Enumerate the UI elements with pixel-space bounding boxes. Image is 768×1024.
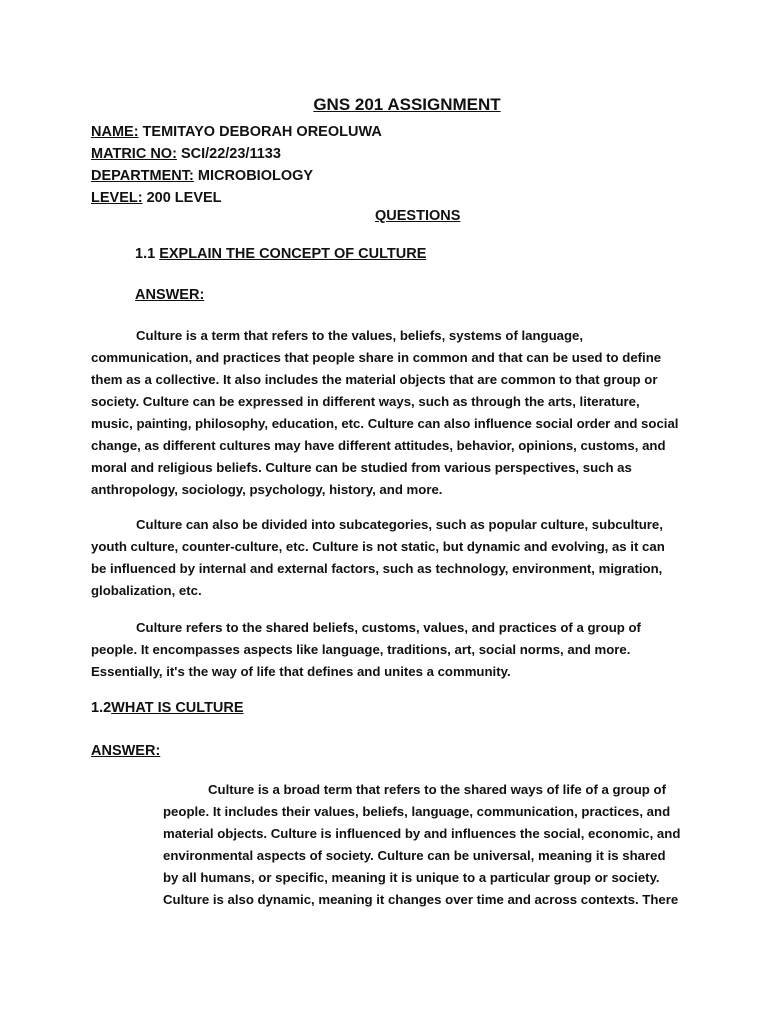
name-line [91, 121, 382, 143]
student-info [91, 121, 382, 209]
question-1-1-title: EXPLAIN THE CONCEPT OF CULTURE [159, 246, 427, 262]
document-title: GNS 201 ASSIGNMENT [313, 95, 501, 114]
level-line [91, 187, 382, 209]
matric-label: MATRIC NO: [91, 146, 177, 162]
level-label: LEVEL: [91, 190, 143, 206]
name-value: TEMITAYO DEBORAH OREOLUWA [138, 124, 382, 140]
answer-1-paragraph-3: Culture refers to the shared beliefs, customs, values, and practices of a group of people. It encompasses aspects like language, traditions, art, social norms, and more. Essentially, it's the way of life that defines and unites a community. [91, 620, 641, 679]
answer-2-label: ANSWER: [91, 743, 161, 759]
answer-1-label: ANSWER: [135, 287, 205, 303]
answer-1-paragraph-1: Culture is a term that refers to the values, beliefs, systems of language, communication, and practices that people share in common and that can be used to define them as a collective. It also includes the material objects that are common to that group or society. Culture can be expressed in different ways, such as through the arts, literature, music, painting, philosophy, education, etc. Culture can also influence social order and social change, as different cultures may have different attitudes, behavior, opinions, customs, and moral and religious beliefs. Culture can be studied from various perspectives, such as anthropology, sociology, psychology, history, and more. [91, 328, 679, 497]
answer-1-paragraph-2: Culture can also be divided into subcategories, such as popular culture, subculture, youth culture, counter-culture, etc. Culture is not static, but dynamic and evolving, as it can be influenced by internal and external factors, such as technology, environment, migration, globalization, etc. [91, 517, 665, 598]
answer-2-paragraph: Culture is a broad term that refers to the shared ways of life of a group of people. It includes their values, beliefs, language, communication, practices, and material objects. Culture is influenced by and influences the social, economic, and environmental aspects of society. Culture can be universal, meaning it is shared by all humans, or specific, meaning it is unique to a particular group or society. Culture is also dynamic, meaning it changes over time and across contexts. There [163, 782, 681, 907]
questions-heading: QUESTIONS [375, 208, 461, 224]
level-value: 200 LEVEL [142, 190, 222, 206]
question-1-2 [91, 700, 244, 716]
question-1-1 [135, 246, 426, 262]
matric-value: SCI/22/23/1133 [176, 146, 281, 162]
question-1-2-number: 1.2 [91, 700, 112, 716]
question-1-1-number: 1.1 [135, 246, 160, 262]
department-label: DEPARTMENT: [91, 168, 194, 184]
department-value: MICROBIOLOGY [193, 168, 314, 184]
department-line [91, 165, 382, 187]
matric-line [91, 143, 382, 165]
name-label: NAME: [91, 124, 139, 140]
question-1-2-title: WHAT IS CULTURE [111, 700, 244, 716]
